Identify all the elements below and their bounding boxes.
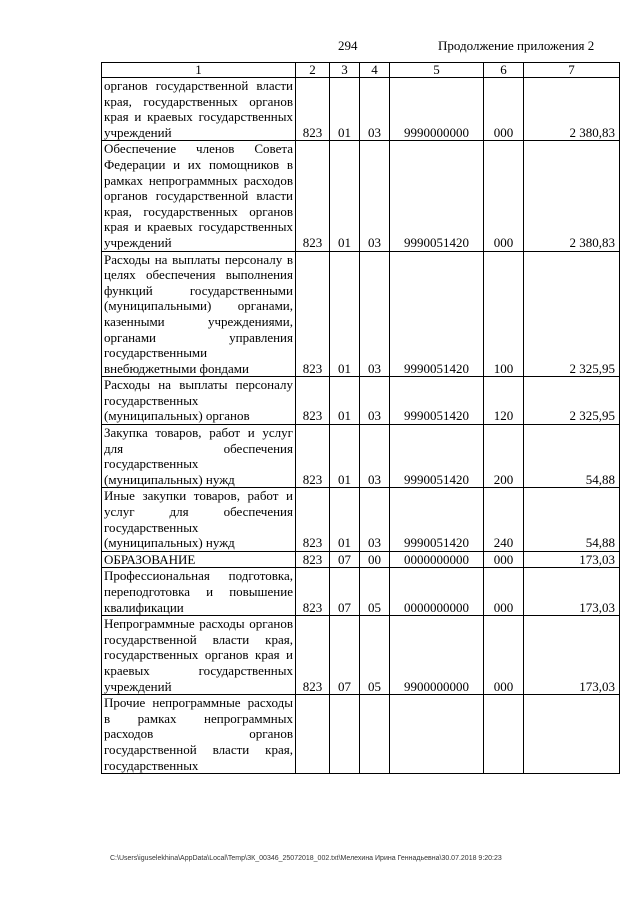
target-article-code: 0000000000 (390, 568, 484, 616)
subsection-code: 00 (360, 551, 390, 568)
amount: 54,88 (524, 488, 620, 551)
section-code (330, 695, 360, 774)
column-number: 1 (102, 63, 296, 78)
section-code: 07 (330, 616, 360, 695)
subsection-code: 03 (360, 425, 390, 488)
expense-name: Непрограммные расходы органов государственной власти края, государственных органов края и краевых государственных учреждений (102, 616, 296, 695)
expense-name: Профессиональная подготовка, переподготовка и повышение квалификации (102, 568, 296, 616)
target-article-code: 9900000000 (390, 616, 484, 695)
table-row (102, 425, 620, 488)
section-code: 07 (330, 551, 360, 568)
section-code: 01 (330, 251, 360, 377)
expense-name: органов государственной власти края, государственных органов края и краевых государственных учреждений (102, 78, 296, 141)
column-number: 6 (484, 63, 524, 78)
expense-type-code (484, 695, 524, 774)
page-number: 294 (338, 38, 358, 53)
expense-type-code: 240 (484, 488, 524, 551)
table-row (102, 377, 620, 425)
subsection-code: 03 (360, 251, 390, 377)
section-code: 01 (330, 78, 360, 141)
department-code: 823 (296, 251, 330, 377)
file-path-footer: C:\Users\iguselekhina\AppData\Local\Temp\ЗК_00346_25072018_002.txt\Мелехина Ирина Геннадьевна\30.07.2018 9:20:23 (110, 855, 502, 862)
target-article-code: 0000000000 (390, 551, 484, 568)
table-row (102, 141, 620, 251)
subsection-code: 03 (360, 141, 390, 251)
subsection-code: 03 (360, 488, 390, 551)
department-code: 823 (296, 141, 330, 251)
section-code: 01 (330, 377, 360, 425)
expense-name: Закупка товаров, работ и услуг для обеспечения государственных (муниципальных) нужд (102, 425, 296, 488)
appendix-continuation-label: Продолжение приложения 2 (438, 38, 595, 53)
target-article-code (390, 695, 484, 774)
amount (524, 695, 620, 774)
target-article-code: 9990051420 (390, 377, 484, 425)
expense-type-code: 120 (484, 377, 524, 425)
department-code (296, 695, 330, 774)
subsection-code: 03 (360, 377, 390, 425)
expense-name: ОБРАЗОВАНИЕ (102, 551, 296, 568)
amount: 173,03 (524, 616, 620, 695)
amount: 173,03 (524, 551, 620, 568)
target-article-code: 9990051420 (390, 251, 484, 377)
section-code: 07 (330, 568, 360, 616)
expense-name: Расходы на выплаты персоналу в целях обеспечения выполнения функций государственными (муниципальными) органами, казенными учреждениями, органами управления государственными внебюджетными фондами (102, 251, 296, 377)
subsection-code: 05 (360, 616, 390, 695)
expense-type-code: 100 (484, 251, 524, 377)
column-number: 5 (390, 63, 484, 78)
expense-type-code: 200 (484, 425, 524, 488)
expense-name: Иные закупки товаров, работ и услуг для обеспечения государственных (муниципальных) нужд (102, 488, 296, 551)
amount: 2 380,83 (524, 78, 620, 141)
column-number: 2 (296, 63, 330, 78)
expense-type-code: 000 (484, 141, 524, 251)
table-row (102, 551, 620, 568)
target-article-code: 9990051420 (390, 141, 484, 251)
expense-type-code: 000 (484, 551, 524, 568)
table-row (102, 616, 620, 695)
department-code: 823 (296, 377, 330, 425)
table-row (102, 251, 620, 377)
section-code: 01 (330, 425, 360, 488)
amount: 2 325,95 (524, 251, 620, 377)
amount: 2 380,83 (524, 141, 620, 251)
amount: 2 325,95 (524, 377, 620, 425)
target-article-code: 9990051420 (390, 425, 484, 488)
expense-type-code: 000 (484, 616, 524, 695)
budget-table (101, 62, 620, 774)
column-number: 4 (360, 63, 390, 78)
department-code: 823 (296, 616, 330, 695)
department-code: 823 (296, 551, 330, 568)
column-number: 7 (524, 63, 620, 78)
table-row (102, 488, 620, 551)
department-code: 823 (296, 425, 330, 488)
subsection-code: 05 (360, 568, 390, 616)
column-number-row (102, 63, 620, 78)
amount: 54,88 (524, 425, 620, 488)
subsection-code (360, 695, 390, 774)
expense-name: Обеспечение членов Совета Федерации и их помощников в рамках непрограммных расходов органов государственной власти края, государственных органов края и краевых государственных учреждений (102, 141, 296, 251)
column-number: 3 (330, 63, 360, 78)
subsection-code: 03 (360, 78, 390, 141)
table-row (102, 78, 620, 141)
department-code: 823 (296, 78, 330, 141)
target-article-code: 9990000000 (390, 78, 484, 141)
department-code: 823 (296, 488, 330, 551)
expense-type-code: 000 (484, 78, 524, 141)
expense-type-code: 000 (484, 568, 524, 616)
expense-name: Расходы на выплаты персоналу государственных (муниципальных) органов (102, 377, 296, 425)
department-code: 823 (296, 568, 330, 616)
section-code: 01 (330, 488, 360, 551)
section-code: 01 (330, 141, 360, 251)
target-article-code: 9990051420 (390, 488, 484, 551)
expense-name: Прочие непрограммные расходы в рамках непрограммных расходов органов государственной власти края, государственных (102, 695, 296, 774)
amount: 173,03 (524, 568, 620, 616)
table-row (102, 568, 620, 616)
table-row (102, 695, 620, 774)
